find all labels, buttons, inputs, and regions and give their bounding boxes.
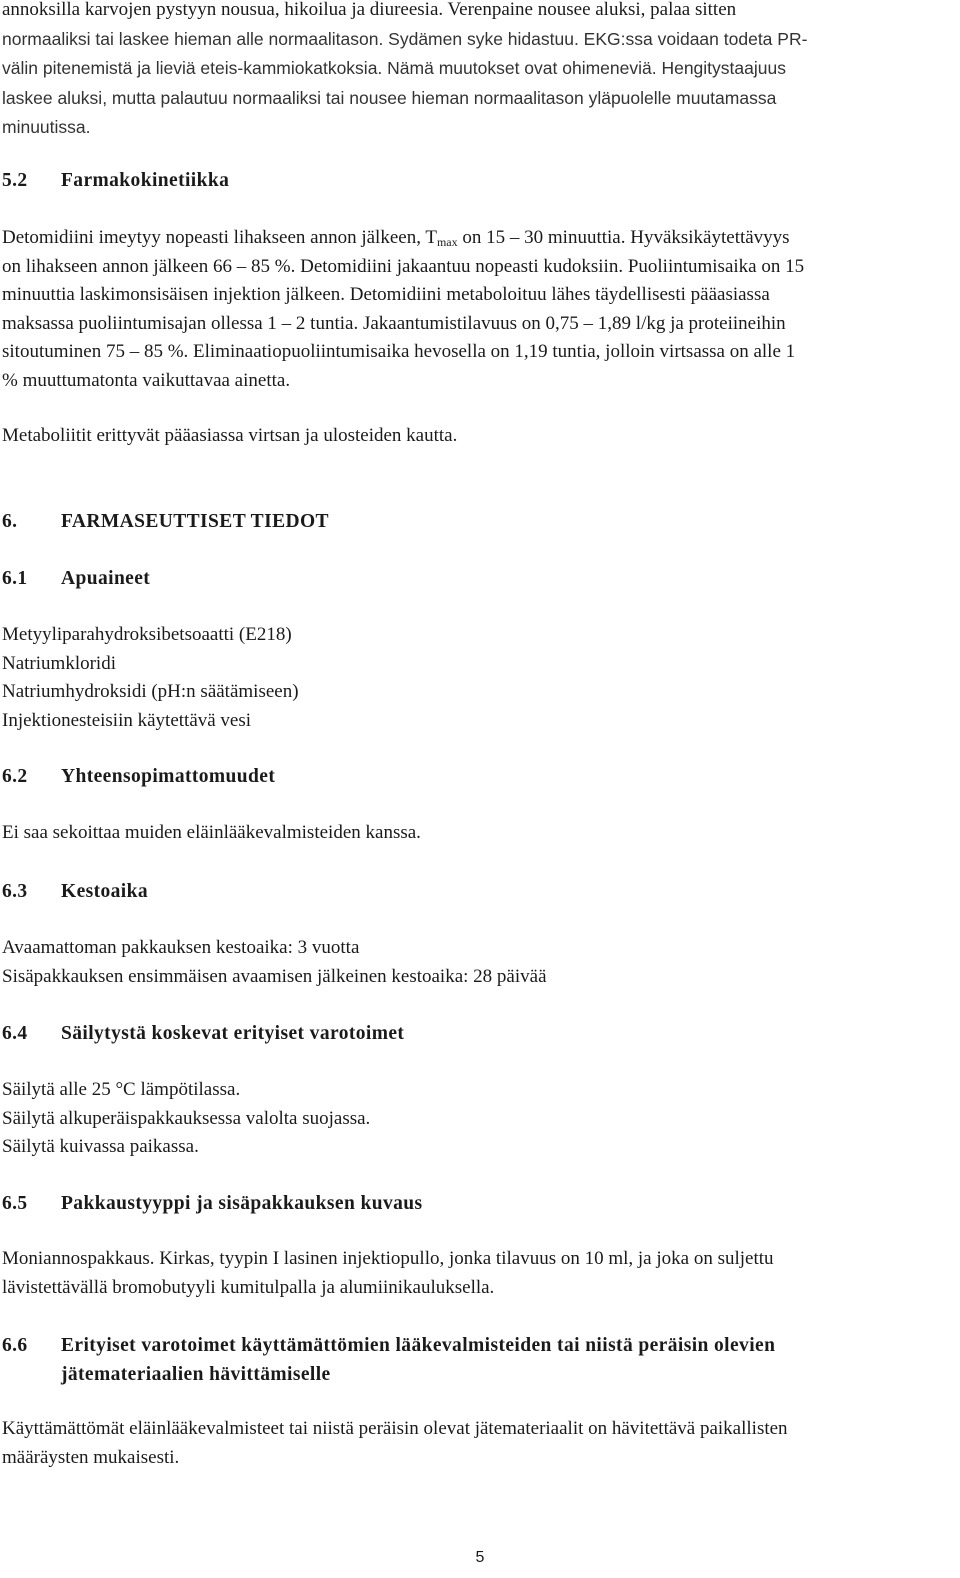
paragraph-line: Avaamattoman pakkauksen kestoaika: 3 vuotta	[2, 937, 360, 958]
list-item: Natriumkloridi	[2, 652, 116, 674]
section-number: 6.6	[2, 1335, 28, 1356]
paragraph-line: lävistettävällä bromobutyyli kumitulpalla ja alumiinikauluksella.	[2, 1276, 495, 1298]
paragraph-line: Sisäpakkauksen ensimmäisen avaamisen jälkeinen kestoaika: 28 päivää	[2, 965, 547, 987]
pharmacokinetics-paragraph	[2, 224, 954, 396]
intro-paragraph	[2, 0, 954, 143]
list-item: Injektionesteisiin käytettävä vesi	[2, 709, 252, 731]
incompatibilities-paragraph: Ei saa sekoittaa muiden eläinlääkevalmisteiden kanssa.	[2, 822, 421, 843]
paragraph-line: Säilytä alkuperäispakkauksessa valolta suojassa.	[2, 1107, 371, 1129]
section-heading-6-1	[2, 565, 150, 594]
paragraph-line: määräysten mukaisesti.	[2, 1446, 180, 1468]
section-title: Erityiset varotoimet käyttämättömien lääkevalmisteiden tai niistä peräisin olevien	[61, 1335, 776, 1356]
section-title: Apuaineet	[61, 568, 151, 589]
page-number: 5	[475, 1549, 485, 1566]
section-title: Farmakokinetiikka	[61, 170, 230, 191]
tmax-subscript: max	[436, 235, 458, 249]
section-title: Pakkaustyyppi ja sisäpakkauksen kuvaus	[61, 1193, 423, 1214]
section-title: Yhteensopimattomuudet	[61, 766, 276, 787]
section-title: FARMASEUTTISET TIEDOT	[61, 511, 329, 532]
section-heading-5-2	[2, 167, 229, 196]
section-heading-6-3	[2, 878, 148, 907]
disposal-paragraph	[2, 1415, 954, 1472]
section-title-continued: jätemateriaalien hävittämiselle	[61, 1363, 331, 1385]
paragraph-line: % muuttumatonta vaikuttavaa ainetta.	[2, 369, 291, 391]
shelf-life-paragraph	[2, 934, 954, 991]
section-heading-6	[2, 508, 329, 537]
section-number: 6.2	[2, 766, 28, 787]
intro-line: annoksilla karvojen pystyyn nousua, hikoilua ja diureesia. Verenpaine nousee aluksi, palaa sitten	[2, 0, 737, 20]
section-number: 6.4	[2, 1023, 28, 1044]
section-number: 6.5	[2, 1193, 28, 1214]
intro-line: minuutissa.	[2, 117, 91, 138]
paragraph-line: Säilytä alle 25 °C lämpötilassa.	[2, 1079, 241, 1100]
section-heading-6-2	[2, 763, 275, 792]
excipients-list	[2, 621, 954, 735]
intro-line: normaaliksi tai laskee hieman alle normaalitason. Sydämen syke hidastuu. EKG:ssa voidaan todeta PR-	[2, 28, 808, 49]
section-number: 6.3	[2, 881, 28, 902]
list-item: Natriumhydroksidi (pH:n säätämiseen)	[2, 681, 299, 703]
section-heading-6-4	[2, 1020, 404, 1049]
paragraph-line: Moniannospakkaus. Kirkas, tyypin I lasinen injektiopullo, jonka tilavuus on 10 ml, ja joka on suljettu	[2, 1248, 774, 1269]
intro-line: laskee aluksi, mutta palautuu normaaliksi tai nousee hieman normaalitason yläpuolelle muutamassa	[2, 87, 777, 108]
section-heading-6-6	[2, 1332, 775, 1389]
section-title: Säilytystä koskevat erityiset varotoimet	[61, 1023, 405, 1044]
paragraph-line: on lihakseen annon jälkeen 66 – 85 %. Detomidiini jakaantuu nopeasti kudoksiin. Puoliintumisaika on 15	[2, 255, 805, 277]
paragraph-line: sitoutuminen 75 – 85 %. Eliminaatiopuoliintumisaika hevosella on 1,19 tuntia, jolloin virtsassa on alle 1	[2, 341, 796, 363]
list-item: Metyyliparahydroksibetsoaatti (E218)	[2, 624, 292, 645]
paragraph-line: Detomidiini imeytyy nopeasti lihakseen annon jälkeen, $T_{max}$ on 15 – 30 minuuttia. Hyväksikäytettävyys	[2, 227, 790, 249]
paragraph-line: minuuttia laskimonsisäisen injektion jälkeen. Detomidiini metaboloituu lähes täydellisesti pääasiassa	[2, 284, 770, 306]
intro-line: välin pitenemistä ja lieviä eteis-kammiokatkoksia. Nämä muutokset ovat ohimeneviä. Hengitystaajuus	[2, 58, 786, 79]
section-title: Kestoaika	[61, 881, 149, 902]
paragraph-line: maksassa puoliintumisajan ollessa 1 – 2 tuntia. Jakaantumistilavuus on 0,75 – 1,89 l/kg ja proteiineihin	[2, 312, 786, 334]
metabolites-paragraph: Metaboliitit erittyvät pääasiassa virtsan ja ulosteiden kautta.	[2, 425, 458, 446]
section-number: 6.1	[2, 568, 28, 589]
section-number: 6.	[2, 511, 18, 532]
section-heading-6-5	[2, 1190, 423, 1219]
packaging-paragraph	[2, 1245, 954, 1302]
paragraph-line: Käyttämättömät eläinlääkevalmisteet tai niistä peräisin olevat jätemateriaalit on hävitettävä paikallisten	[2, 1418, 788, 1439]
paragraph-line: Säilytä kuivassa paikassa.	[2, 1136, 199, 1158]
section-number: 5.2	[2, 170, 28, 191]
storage-paragraph	[2, 1076, 954, 1162]
